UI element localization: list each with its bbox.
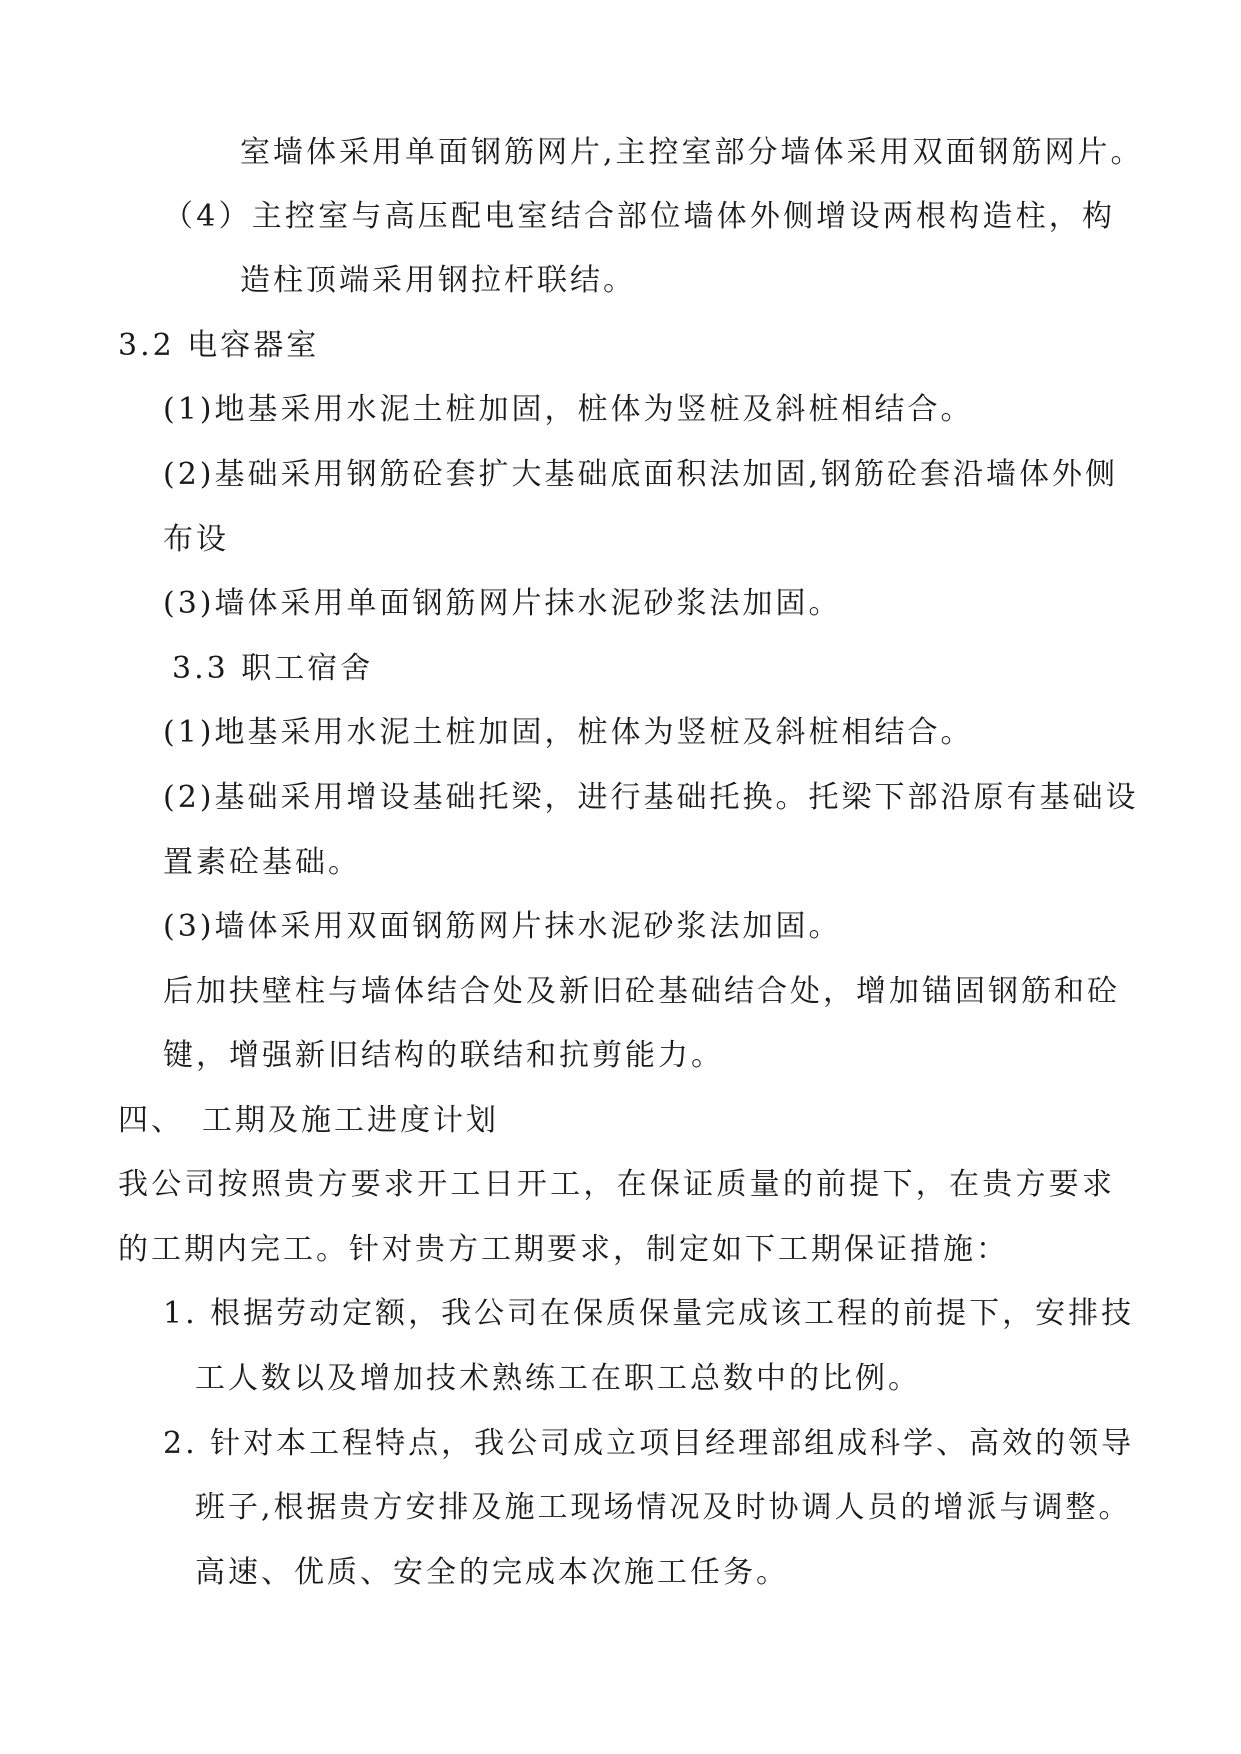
section-heading: 3.3 职工宿舍	[172, 651, 374, 686]
text-line: （4）主控室与高压配电室结合部位墙体外侧增设两根构造柱，构	[163, 199, 1115, 234]
text-line: 布设	[163, 522, 229, 557]
text-line: 造柱顶端采用钢拉杆联结。	[240, 263, 636, 298]
text-line: 工人数以及增加技术熟练工在职工总数中的比例。	[195, 1361, 921, 1396]
text-line: 后加扶壁柱与墙体结合处及新旧砼基础结合处，增加锚固钢筋和砼	[163, 974, 1120, 1009]
list-item: 1. 根据劳动定额，我公司在保质保量完成该工程的前提下，安排技	[163, 1296, 1135, 1331]
text-line: 的工期内完工。针对贵方工期要求，制定如下工期保证措施：	[118, 1232, 1009, 1267]
text-line: (3)墙体采用双面钢筋网片抹水泥砂浆法加固。	[163, 909, 842, 944]
text-line: 置素砼基础。	[163, 845, 361, 880]
section-heading: 四、 工期及施工进度计划	[118, 1103, 499, 1138]
text-line: (1)地基采用水泥土桩加固，桩体为竖桩及斜桩相结合。	[163, 392, 974, 427]
text-line: (1)地基采用水泥土桩加固，桩体为竖桩及斜桩相结合。	[163, 715, 974, 750]
text-line: 键，增强新旧结构的联结和抗剪能力。	[163, 1038, 724, 1073]
text-line: (2)基础采用增设基础托梁，进行基础托换。托梁下部沿原有基础设	[163, 780, 1139, 815]
text-line: 我公司按照贵方要求开工日开工，在保证质量的前提下，在贵方要求	[118, 1167, 1115, 1202]
list-item: 2. 针对本工程特点，我公司成立项目经理部组成科学、高效的领导	[163, 1426, 1135, 1461]
text-line: 高速、优质、安全的完成本次施工任务。	[195, 1555, 789, 1590]
text-line: 室墙体采用单面钢筋网片,主控室部分墙体采用双面钢筋网片。	[240, 135, 1144, 170]
text-line: (3)墙体采用单面钢筋网片抹水泥砂浆法加固。	[163, 586, 842, 621]
text-line: 班子,根据贵方安排及施工现场情况及时协调人员的增派与调整。	[195, 1490, 1132, 1525]
text-line: (2)基础采用钢筋砼套扩大基础底面积法加固,钢筋砼套沿墙体外侧	[163, 457, 1119, 492]
section-heading: 3.2 电容器室	[118, 328, 320, 363]
